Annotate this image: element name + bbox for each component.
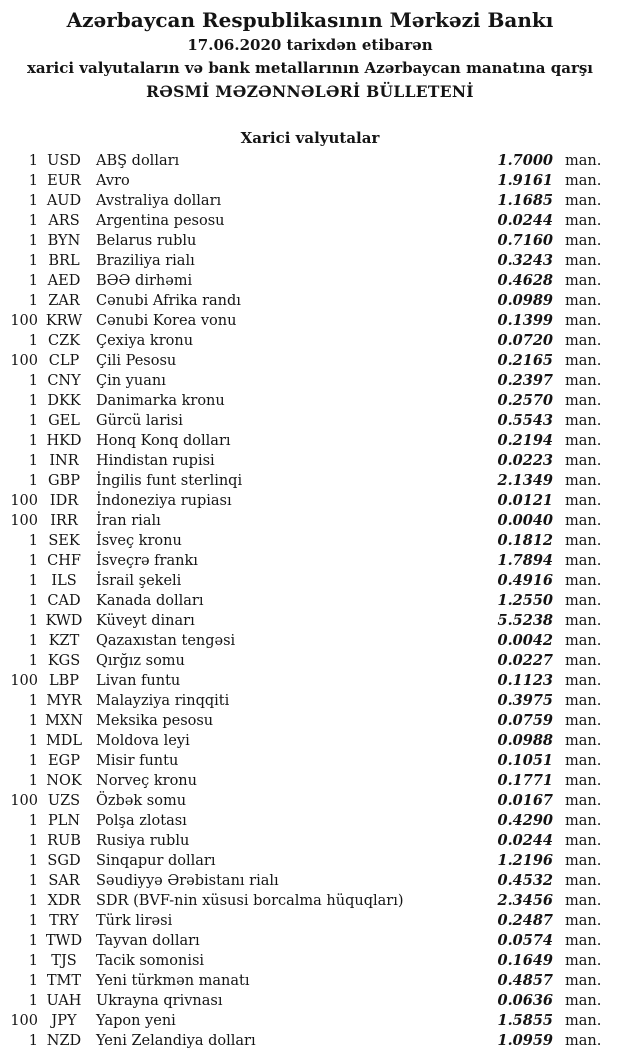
currency-name-cell: Qırğız somu	[96, 653, 185, 669]
currency-name-cell: Gürcü larisi	[96, 413, 183, 429]
currency-code-cell: MXN	[45, 713, 83, 729]
rate-value-cell: 0.4857	[497, 972, 553, 989]
quantity-cell: 1	[28, 813, 38, 829]
unit-label-cell: man.	[565, 233, 602, 249]
exchange-rate-row	[0, 691, 620, 711]
unit-label-cell: man.	[565, 813, 602, 829]
exchange-rate-row	[0, 651, 620, 671]
currency-code-cell: BYN	[47, 233, 81, 249]
exchange-rate-row	[0, 491, 620, 511]
unit-label-cell: man.	[565, 553, 602, 569]
currency-name-cell: Misir funtu	[96, 753, 179, 769]
quantity-cell: 1	[28, 553, 38, 569]
rate-value-cell: 0.0121	[497, 492, 553, 509]
unit-label-cell: man.	[565, 1013, 602, 1029]
exchange-rate-row	[0, 911, 620, 931]
rate-value-cell: 0.1771	[497, 772, 553, 789]
rate-value-cell: 1.2196	[497, 852, 553, 869]
currency-code-cell: ARS	[48, 213, 80, 229]
unit-label-cell: man.	[565, 433, 602, 449]
currency-name-cell: İsveç kronu	[96, 533, 182, 549]
currency-name-cell: İsrail şekeli	[96, 573, 182, 589]
unit-label-cell: man.	[565, 493, 602, 509]
rate-value-cell: 0.0244	[497, 832, 553, 849]
quantity-cell: 1	[28, 753, 38, 769]
exchange-rate-row	[0, 731, 620, 751]
unit-label-cell: man.	[565, 833, 602, 849]
currency-name-cell: Sinqapur dolları	[96, 853, 216, 869]
bank-name-title: Azərbaycan Respublikasının Mərkəzi Bankı	[66, 8, 554, 32]
quantity-cell: 1	[28, 913, 38, 929]
unit-label-cell: man.	[565, 473, 602, 489]
rate-value-cell: 1.1685	[497, 192, 553, 209]
currency-code-cell: EUR	[47, 173, 81, 189]
quantity-cell: 1	[28, 773, 38, 789]
exchange-rate-row	[0, 711, 620, 731]
unit-label-cell: man.	[565, 513, 602, 529]
rate-value-cell: 0.0042	[497, 632, 553, 649]
currency-code-cell: IDR	[49, 493, 79, 509]
exchange-rate-row	[0, 671, 620, 691]
unit-label-cell: man.	[565, 713, 602, 729]
exchange-rate-row	[0, 871, 620, 891]
unit-label-cell: man.	[565, 653, 602, 669]
rate-value-cell: 0.0988	[497, 732, 553, 749]
quantity-cell: 1	[28, 573, 38, 589]
unit-label-cell: man.	[565, 273, 602, 289]
rate-value-cell: 0.0040	[497, 512, 553, 529]
currency-name-cell: İndoneziya rupiası	[96, 493, 232, 509]
quantity-cell: 100	[10, 353, 38, 369]
quantity-cell: 100	[10, 793, 38, 809]
currency-name-cell: Yeni türkmən manatı	[96, 973, 250, 989]
exchange-rate-row	[0, 431, 620, 451]
rate-value-cell: 5.5238	[497, 612, 553, 629]
rate-value-cell: 0.1051	[497, 752, 553, 769]
currency-code-cell: ILS	[51, 573, 77, 589]
quantity-cell: 1	[28, 453, 38, 469]
exchange-rate-row	[0, 811, 620, 831]
currency-name-cell: Argentina pesosu	[96, 213, 225, 229]
currency-code-cell: UAH	[46, 993, 82, 1009]
currency-code-cell: CLP	[48, 353, 80, 369]
quantity-cell: 1	[28, 473, 38, 489]
exchange-rate-row	[0, 971, 620, 991]
rate-value-cell: 0.0227	[497, 652, 553, 669]
quantity-cell: 1	[28, 653, 38, 669]
quantity-cell: 100	[10, 1013, 38, 1029]
currency-name-cell: ABŞ dolları	[96, 153, 180, 169]
currency-code-cell: UZS	[47, 793, 81, 809]
unit-label-cell: man.	[565, 933, 602, 949]
quantity-cell: 1	[28, 613, 38, 629]
quantity-cell: 1	[28, 253, 38, 269]
currency-name-cell: Özbək somu	[96, 793, 187, 809]
exchange-rate-row	[0, 791, 620, 811]
exchange-rate-row	[0, 311, 620, 331]
rate-value-cell: 0.0720	[497, 332, 553, 349]
currency-code-cell: LBP	[48, 673, 80, 689]
quantity-cell: 1	[28, 873, 38, 889]
currency-code-cell: AUD	[46, 193, 82, 209]
currency-code-cell: USD	[47, 153, 81, 169]
quantity-cell: 1	[28, 433, 38, 449]
exchange-rate-row	[0, 891, 620, 911]
quantity-cell: 1	[28, 533, 38, 549]
unit-label-cell: man.	[565, 213, 602, 229]
currency-code-cell: NOK	[46, 773, 82, 789]
exchange-rate-row	[0, 951, 620, 971]
exchange-rate-row	[0, 851, 620, 871]
exchange-rate-row	[0, 591, 620, 611]
rate-value-cell: 0.0989	[497, 292, 553, 309]
rate-value-cell: 0.4628	[497, 272, 553, 289]
currency-name-cell: Kanada dolları	[96, 593, 204, 609]
unit-label-cell: man.	[565, 453, 602, 469]
rate-value-cell: 1.0959	[497, 1032, 553, 1049]
currency-name-cell: Qazaxıstan tengəsi	[96, 633, 236, 649]
currency-code-cell: GEL	[48, 413, 80, 429]
rate-value-cell: 0.1649	[497, 952, 553, 969]
rate-value-cell: 0.4290	[497, 812, 553, 829]
unit-label-cell: man.	[565, 993, 602, 1009]
bulletin-subtitle-line: xarici valyutaların və bank metallarının Azərbaycan manatına qarşı	[26, 59, 594, 77]
rate-value-cell: 0.2397	[497, 372, 553, 389]
quantity-cell: 100	[10, 313, 38, 329]
quantity-cell: 1	[28, 933, 38, 949]
currency-name-cell: Braziliya rialı	[96, 253, 195, 269]
exchange-rate-row	[0, 751, 620, 771]
quantity-cell: 1	[28, 1033, 38, 1049]
currency-name-cell: Danimarka kronu	[96, 393, 225, 409]
unit-label-cell: man.	[565, 1033, 602, 1049]
exchange-rate-row	[0, 411, 620, 431]
currency-name-cell: Malayziya rinqqiti	[96, 693, 230, 709]
currency-code-cell: ZAR	[48, 293, 80, 309]
rate-value-cell: 1.5855	[497, 1012, 553, 1029]
currency-name-cell: Avro	[96, 173, 130, 189]
exchange-rate-row	[0, 351, 620, 371]
rate-value-cell: 1.2550	[497, 592, 553, 609]
rate-value-cell: 0.0574	[497, 932, 553, 949]
unit-label-cell: man.	[565, 693, 602, 709]
exchange-rate-row	[0, 211, 620, 231]
quantity-cell: 1	[28, 273, 38, 289]
quantity-cell: 1	[28, 833, 38, 849]
currency-code-cell: KRW	[45, 313, 83, 329]
rate-value-cell: 1.7894	[497, 552, 553, 569]
unit-label-cell: man.	[565, 593, 602, 609]
exchange-rate-row	[0, 771, 620, 791]
rate-value-cell: 0.1399	[497, 312, 553, 329]
rate-value-cell: 0.2487	[497, 912, 553, 929]
quantity-cell: 1	[28, 853, 38, 869]
currency-name-cell: İran rialı	[96, 513, 161, 529]
exchange-rate-row	[0, 191, 620, 211]
currency-name-cell: Norveç kronu	[96, 773, 197, 789]
quantity-cell: 1	[28, 293, 38, 309]
rate-value-cell: 0.3975	[497, 692, 553, 709]
currency-name-cell: Tayvan dolları	[96, 933, 200, 949]
quantity-cell: 1	[28, 193, 38, 209]
unit-label-cell: man.	[565, 293, 602, 309]
unit-label-cell: man.	[565, 373, 602, 389]
currency-name-cell: Honq Konq dolları	[96, 433, 231, 449]
exchange-rate-row	[0, 391, 620, 411]
quantity-cell: 1	[28, 173, 38, 189]
currency-code-cell: EGP	[48, 753, 80, 769]
currency-code-cell: KGS	[47, 653, 81, 669]
currency-name-cell: Yeni Zelandiya dolları	[96, 1033, 256, 1049]
unit-label-cell: man.	[565, 533, 602, 549]
currency-code-cell: RUB	[47, 833, 81, 849]
currency-code-cell: MYR	[46, 693, 82, 709]
currency-name-cell: Rusiya rublu	[96, 833, 190, 849]
currency-code-cell: TRY	[49, 913, 79, 929]
rate-value-cell: 0.5543	[497, 412, 553, 429]
rate-value-cell: 0.4916	[497, 572, 553, 589]
quantity-cell: 1	[28, 893, 38, 909]
unit-label-cell: man.	[565, 413, 602, 429]
quantity-cell: 100	[10, 493, 38, 509]
quantity-cell: 1	[28, 973, 38, 989]
currency-code-cell: TMT	[46, 973, 82, 989]
currency-name-cell: Yapon yeni	[96, 1013, 176, 1029]
unit-label-cell: man.	[565, 733, 602, 749]
currency-code-cell: INR	[49, 453, 79, 469]
exchange-rate-row	[0, 171, 620, 191]
quantity-cell: 1	[28, 153, 38, 169]
currency-name-cell: Belarus rublu	[96, 233, 197, 249]
currency-name-cell: Türk lirəsi	[96, 913, 173, 929]
currency-code-cell: CNY	[47, 373, 81, 389]
currency-name-cell: Polşa zlotası	[96, 813, 187, 829]
exchange-rate-row	[0, 151, 620, 171]
rate-value-cell: 0.7160	[497, 232, 553, 249]
exchange-rate-row	[0, 831, 620, 851]
exchange-rate-row	[0, 611, 620, 631]
rate-value-cell: 0.2194	[497, 432, 553, 449]
unit-label-cell: man.	[565, 193, 602, 209]
currency-code-cell: NZD	[46, 1033, 82, 1049]
rate-value-cell: 1.9161	[497, 172, 553, 189]
unit-label-cell: man.	[565, 913, 602, 929]
currency-code-cell: KWD	[45, 613, 83, 629]
rate-value-cell: 0.1812	[497, 532, 553, 549]
currency-code-cell: AED	[47, 273, 81, 289]
currency-name-cell: Tacik somonisi	[96, 953, 205, 969]
exchange-rate-row	[0, 291, 620, 311]
unit-label-cell: man.	[565, 973, 602, 989]
currency-code-cell: IRR	[50, 513, 78, 529]
currency-name-cell: Cənubi Afrika randı	[96, 293, 241, 309]
currency-name-cell: Səudiyyə Ərəbistanı rialı	[96, 873, 279, 889]
exchange-rate-row	[0, 631, 620, 651]
unit-label-cell: man.	[565, 353, 602, 369]
rate-value-cell: 0.0759	[497, 712, 553, 729]
currency-code-cell: XDR	[47, 893, 81, 909]
unit-label-cell: man.	[565, 893, 602, 909]
currency-name-cell: Meksika pesosu	[96, 713, 214, 729]
unit-label-cell: man.	[565, 153, 602, 169]
unit-label-cell: man.	[565, 753, 602, 769]
quantity-cell: 1	[28, 953, 38, 969]
quantity-cell: 1	[28, 213, 38, 229]
effective-date-line: 17.06.2020 tarixdən etibarən	[187, 36, 433, 54]
quantity-cell: 1	[28, 633, 38, 649]
section-title-foreign-currencies: Xarici valyutalar	[240, 129, 380, 147]
currency-name-cell: İngilis funt sterlinqi	[96, 473, 243, 489]
currency-name-cell: Çexiya kronu	[96, 333, 194, 349]
unit-label-cell: man.	[565, 793, 602, 809]
exchange-rate-row	[0, 331, 620, 351]
quantity-cell: 1	[28, 593, 38, 609]
unit-label-cell: man.	[565, 253, 602, 269]
rate-value-cell: 0.4532	[497, 872, 553, 889]
unit-label-cell: man.	[565, 613, 602, 629]
exchange-rate-row	[0, 551, 620, 571]
quantity-cell: 1	[28, 393, 38, 409]
currency-code-cell: HKD	[46, 433, 82, 449]
exchange-rate-row	[0, 1031, 620, 1051]
quantity-cell: 1	[28, 993, 38, 1009]
exchange-rates-table	[0, 151, 620, 1051]
unit-label-cell: man.	[565, 673, 602, 689]
currency-code-cell: SAR	[48, 873, 80, 889]
quantity-cell: 1	[28, 233, 38, 249]
currency-code-cell: CZK	[47, 333, 80, 349]
rate-value-cell: 0.0244	[497, 212, 553, 229]
currency-code-cell: JPY	[51, 1013, 77, 1029]
currency-name-cell: SDR (BVF-nin xüsusi borcalma hüquqları)	[96, 893, 404, 909]
currency-name-cell: Avstraliya dolları	[96, 193, 222, 209]
unit-label-cell: man.	[565, 313, 602, 329]
currency-name-cell: Hindistan rupisi	[96, 453, 215, 469]
currency-name-cell: İsveçrə frankı	[96, 553, 198, 569]
rate-value-cell: 1.7000	[497, 152, 553, 169]
currency-name-cell: Çili Pesosu	[96, 353, 177, 369]
rate-value-cell: 0.0223	[497, 452, 553, 469]
currency-name-cell: BƏƏ dirhəmi	[96, 273, 193, 289]
currency-name-cell: Küveyt dinarı	[96, 613, 195, 629]
exchange-rate-row	[0, 471, 620, 491]
quantity-cell: 1	[28, 733, 38, 749]
rate-value-cell: 2.1349	[497, 472, 553, 489]
quantity-cell: 1	[28, 693, 38, 709]
rate-value-cell: 0.2570	[497, 392, 553, 409]
currency-name-cell: Livan funtu	[96, 673, 181, 689]
exchange-rate-row	[0, 271, 620, 291]
rate-value-cell: 0.1123	[497, 672, 553, 689]
currency-code-cell: PLN	[47, 813, 81, 829]
unit-label-cell: man.	[565, 853, 602, 869]
bulletin-title: RƏSMİ MƏZƏNNƏLƏRİ BÜLLETENİ	[146, 82, 474, 101]
exchange-rate-row	[0, 251, 620, 271]
currency-name-cell: Çin yuanı	[96, 373, 166, 389]
quantity-cell: 100	[10, 513, 38, 529]
rate-value-cell: 0.2165	[497, 352, 553, 369]
quantity-cell: 1	[28, 333, 38, 349]
currency-name-cell: Moldova leyi	[96, 733, 190, 749]
exchange-rate-row	[0, 451, 620, 471]
currency-code-cell: SEK	[48, 533, 80, 549]
rate-value-cell: 0.0167	[497, 792, 553, 809]
exchange-rate-row	[0, 1011, 620, 1031]
unit-label-cell: man.	[565, 333, 602, 349]
rate-value-cell: 2.3456	[497, 892, 553, 909]
unit-label-cell: man.	[565, 633, 602, 649]
unit-label-cell: man.	[565, 573, 602, 589]
quantity-cell: 1	[28, 373, 38, 389]
exchange-rate-row	[0, 571, 620, 591]
currency-name-cell: Cənubi Korea vonu	[96, 313, 237, 329]
exchange-rate-row	[0, 371, 620, 391]
exchange-rate-row	[0, 231, 620, 251]
rate-value-cell: 0.0636	[497, 992, 553, 1009]
exchange-rate-row	[0, 511, 620, 531]
quantity-cell: 1	[28, 413, 38, 429]
currency-code-cell: TJS	[51, 953, 77, 969]
unit-label-cell: man.	[565, 953, 602, 969]
currency-code-cell: TWD	[45, 933, 83, 949]
exchange-rate-row	[0, 931, 620, 951]
unit-label-cell: man.	[565, 873, 602, 889]
currency-code-cell: GBP	[48, 473, 80, 489]
currency-code-cell: CHF	[47, 553, 81, 569]
currency-code-cell: SGD	[47, 853, 81, 869]
currency-code-cell: MDL	[45, 733, 83, 749]
currency-code-cell: CAD	[47, 593, 81, 609]
unit-label-cell: man.	[565, 173, 602, 189]
quantity-cell: 1	[28, 713, 38, 729]
quantity-cell: 100	[10, 673, 38, 689]
unit-label-cell: man.	[565, 773, 602, 789]
currency-code-cell: KZT	[48, 633, 80, 649]
currency-code-cell: DKK	[47, 393, 81, 409]
unit-label-cell: man.	[565, 393, 602, 409]
exchange-rate-row	[0, 991, 620, 1011]
currency-code-cell: BRL	[48, 253, 80, 269]
exchange-rate-row	[0, 531, 620, 551]
currency-name-cell: Ukrayna qrivnası	[96, 993, 223, 1009]
rate-value-cell: 0.3243	[497, 252, 553, 269]
